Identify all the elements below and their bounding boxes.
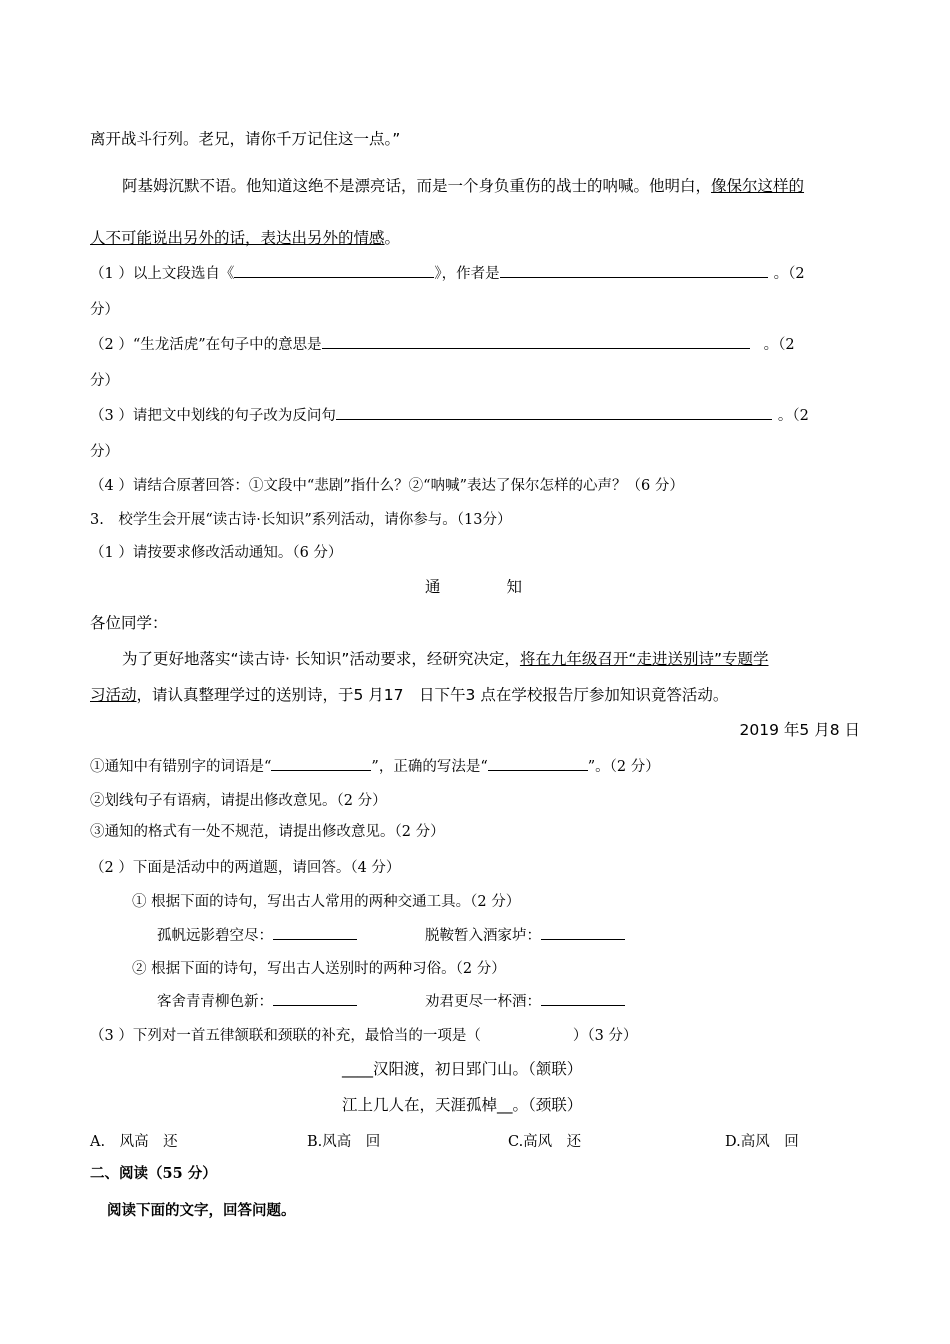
option-label: B.风高 回 <box>307 1134 381 1150</box>
verse-line-2 <box>342 1093 582 1115</box>
question-text: ① 根据下面的诗句，写出古人常用的两种交通工具。（2 分） <box>132 894 521 910</box>
passage-line-2 <box>122 174 804 196</box>
option-b[interactable] <box>307 1130 380 1151</box>
question-3-1 <box>90 541 342 562</box>
notice-text: 各位同学： <box>90 614 168 632</box>
question-score: 。（2 <box>777 408 809 424</box>
option-d[interactable] <box>725 1130 799 1151</box>
notice-body-line-1 <box>122 647 768 669</box>
question-text: ②划线句子有语病，请提出修改意见。（2 分） <box>90 793 387 809</box>
poem-text: 客舍青青柳色新： <box>157 994 273 1010</box>
section-2-title <box>90 1162 217 1183</box>
notice-item-2 <box>90 789 387 810</box>
answer-blank-correct-word[interactable] <box>488 756 588 771</box>
question-text: 》，作者是 <box>434 266 500 282</box>
underlined-sentence: 人不可能说出另外的话，表达出另外的情感 <box>90 229 385 247</box>
question-text: （1 ）请按要求修改活动通知。（6 分） <box>90 545 343 561</box>
question-3-2-a <box>132 890 520 911</box>
notice-title-char: 知 <box>506 578 523 596</box>
passage-line-3 <box>90 226 400 248</box>
question-1-1-score <box>90 298 119 319</box>
answer-blank-meaning[interactable] <box>322 334 750 349</box>
answer-blank-custom-1[interactable] <box>273 991 357 1006</box>
question-3-title <box>90 508 511 529</box>
option-label: D.高风 回 <box>725 1134 799 1150</box>
question-3-2-b <box>132 957 506 978</box>
passage-line-1 <box>90 127 400 149</box>
underlined-sentence: 将在九年级召开“走进送别诗”专题学 <box>519 650 769 668</box>
section-2-instruction <box>107 1199 296 1220</box>
poem-line-1 <box>157 924 357 945</box>
answer-blank-custom-2[interactable] <box>541 991 625 1006</box>
question-1-2 <box>90 333 795 354</box>
question-3-2 <box>90 856 400 877</box>
question-text: （1 ）以上文段选自《 <box>90 266 235 282</box>
question-score: ”。（2 分） <box>587 759 660 775</box>
verse-blank: ____ <box>342 1060 373 1078</box>
underlined-sentence: 像保尔这样的 <box>711 177 805 195</box>
answer-blank-transport-1[interactable] <box>273 925 357 940</box>
notice-greeting <box>90 611 168 633</box>
answer-blank-rhetorical[interactable] <box>336 405 772 420</box>
poem-text: 脱鞍暂入酒家垆： <box>425 928 541 944</box>
verse-line-1 <box>342 1057 582 1079</box>
question-1-2-score <box>90 369 119 390</box>
option-label: A. 风高 还 <box>90 1134 178 1150</box>
answer-blank-transport-2[interactable] <box>541 925 625 940</box>
question-text: ③通知的格式有一处不规范，请提出修改意见。（2 分） <box>90 824 445 840</box>
option-c[interactable] <box>508 1130 581 1151</box>
poem-line-3 <box>157 990 357 1011</box>
question-text: （2 ）“生龙活虎”在句子中的意思是 <box>90 337 322 353</box>
passage-text: 。 <box>384 229 401 247</box>
option-label: C.高风 还 <box>508 1134 582 1150</box>
question-3-3 <box>90 1024 637 1045</box>
notice-text: 2019 年5 月8 日 <box>739 721 860 739</box>
question-text: 3. 校学生会开展“读古诗·长知识”系列活动，请你参与。（13分） <box>90 512 512 528</box>
verse-text: 。（颈联） <box>512 1096 583 1114</box>
question-score: 分） <box>90 302 119 318</box>
verse-text: 汉阳渡，初日郢门山。（颔联） <box>373 1060 583 1078</box>
question-text: （3 ）下列对一首五律颔联和颈联的补充，最恰当的一项是（ <box>90 1028 481 1044</box>
question-score: ）（3 分） <box>572 1028 638 1044</box>
question-text: （2 ）下面是活动中的两道题，请回答。（4 分） <box>90 860 401 876</box>
question-1-1 <box>90 262 805 283</box>
question-1-3-score <box>90 440 119 461</box>
question-1-3 <box>90 404 809 425</box>
answer-blank-wrong-word[interactable] <box>271 756 371 771</box>
poem-text: 孤帆远影碧空尽： <box>157 928 273 944</box>
question-score: 分） <box>90 444 119 460</box>
section-instruction: 阅读下面的文字，回答问题。 <box>107 1202 296 1219</box>
question-1-4 <box>90 474 684 495</box>
question-score: 。（2 <box>773 266 805 282</box>
question-text: （4 ）请结合原著回答：①文段中“悲剧”指什么？②“呐喊”表达了保尔怎样的心声？（6 分） <box>90 478 684 494</box>
answer-blank-book[interactable] <box>234 263 434 278</box>
notice-title-char: 通 <box>425 578 441 596</box>
notice-date <box>740 718 860 740</box>
notice-title <box>425 575 522 597</box>
question-score: 。（2 <box>763 337 795 353</box>
notice-text: 为了更好地落实“读古诗· 长知识”活动要求，经研究决定， <box>122 650 520 668</box>
notice-item-3 <box>90 820 445 841</box>
passage-text: 阿基姆沉默不语。他知道这绝不是漂亮话，而是一个身负重伤的战士的呐喊。他明白， <box>122 177 712 195</box>
notice-item-1 <box>90 755 660 776</box>
question-text: （3 ）请把文中划线的句子改为反问句 <box>90 408 336 424</box>
notice-text: ，请认真整理学过的送别诗，于5 月17 日下午3 点在学校报告厅参加知识竟答活动。 <box>136 686 729 704</box>
verse-blank: __ <box>497 1096 513 1114</box>
question-text: ”，正确的写法是“ <box>371 759 488 775</box>
question-text: ①通知中有错别字的词语是“ <box>90 759 272 775</box>
question-text: ② 根据下面的诗句，写出古人送别时的两种习俗。（2 分） <box>132 961 506 977</box>
notice-body-line-2 <box>90 683 728 705</box>
section-heading: 二、阅读（55 分） <box>90 1165 217 1182</box>
answer-blank-author[interactable] <box>500 263 768 278</box>
underlined-sentence: 习活动 <box>90 686 137 704</box>
poem-line-2 <box>425 924 625 945</box>
poem-text: 劝君更尽一杯酒： <box>425 994 541 1010</box>
poem-line-4 <box>425 990 625 1011</box>
verse-text: 江上几人在，天涯孤棹 <box>342 1096 498 1114</box>
question-score: 分） <box>90 373 119 389</box>
option-a[interactable] <box>90 1130 178 1151</box>
passage-text: 离开战斗行列。老兄，请你千万记住这一点。” <box>90 130 401 148</box>
